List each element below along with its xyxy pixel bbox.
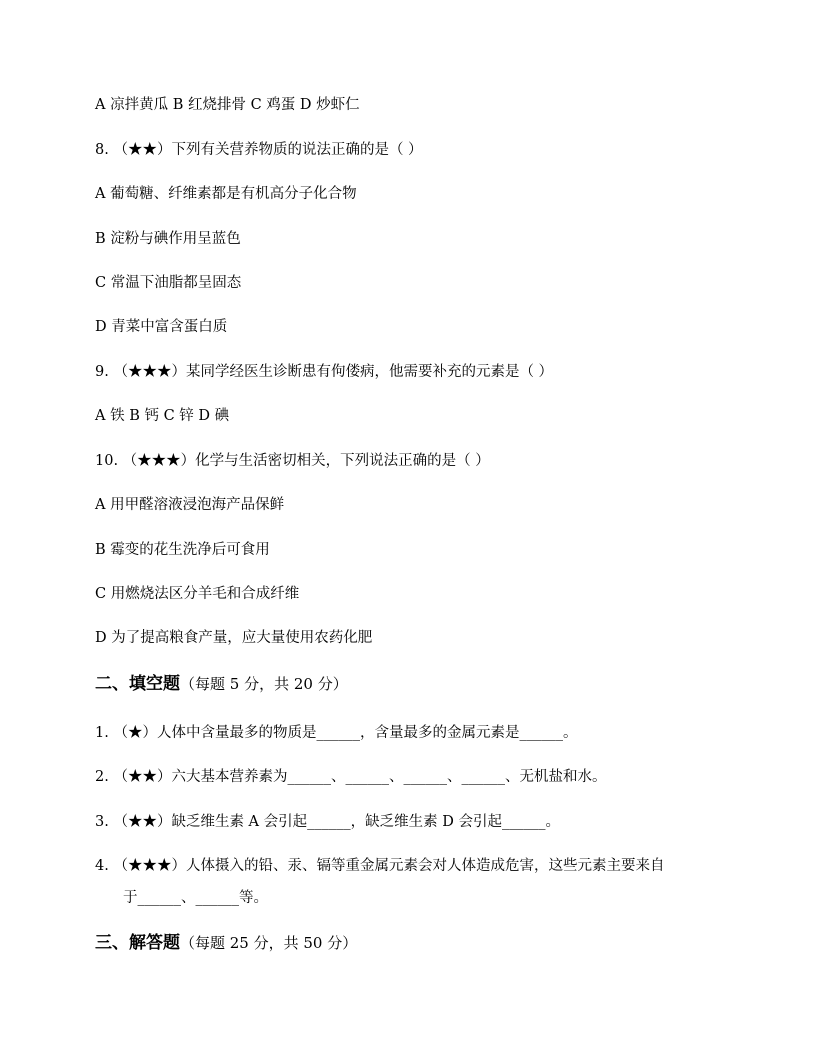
fill-q2: 2. （★★）六大基本营养素为______、______、______、______、无机盐和水。 [95,769,607,785]
section-title: 三、解答题 [95,933,180,953]
section-heading-fill-in [95,674,348,694]
q8-stem: 8. （★★）下列有关营养物质的说法正确的是（ ） [95,142,423,158]
fill-q4-line1: 4. （★★★）人体摄入的铅、汞、镉等重金属元素会对人体造成危害，这些元素主要来自 [95,858,665,874]
fill-q1: 1. （★）人体中含量最多的物质是______，含量最多的金属元素是______。 [95,725,578,741]
q8-option-c: C 常温下油脂都呈固态 [95,275,242,291]
fill-q3: 3. （★★）缺乏维生素 A 会引起______，缺乏维生素 D 会引起______。 [95,814,560,830]
q8-option-d: D 青菜中富含蛋白质 [95,319,228,335]
q10-stem: 10. （★★★）化学与生活密切相关，下列说法正确的是（ ） [95,453,490,469]
q9-stem: 9. （★★★）某同学经医生诊断患有佝偻病，他需要补充的元素是（ ） [95,364,554,380]
q10-option-b: B 霉变的花生洗净后可食用 [95,542,270,558]
section-heading-answer [95,933,357,953]
q10-option-c: C 用燃烧法区分羊毛和合成纤维 [95,586,300,602]
section-subtitle: （每题 5 分，共 20 分） [180,675,348,693]
q9-options: A 铁 B 钙 C 锌 D 碘 [95,408,230,424]
q10-option-a: A 用甲醛溶液浸泡海产品保鲜 [95,497,285,513]
section-title: 二、填空题 [95,674,180,694]
section-subtitle: （每题 25 分，共 50 分） [180,934,358,952]
fill-q4-line2: 于______、______等。 [123,890,268,906]
q7-options: A 凉拌黄瓜 B 红烧排骨 C 鸡蛋 D 炒虾仁 [95,97,360,113]
q8-option-b: B 淀粉与碘作用呈蓝色 [95,231,241,247]
q8-option-a: A 葡萄糖、纤维素都是有机高分子化合物 [95,186,357,202]
q10-option-d: D 为了提高粮食产量，应大量使用农药化肥 [95,630,373,646]
